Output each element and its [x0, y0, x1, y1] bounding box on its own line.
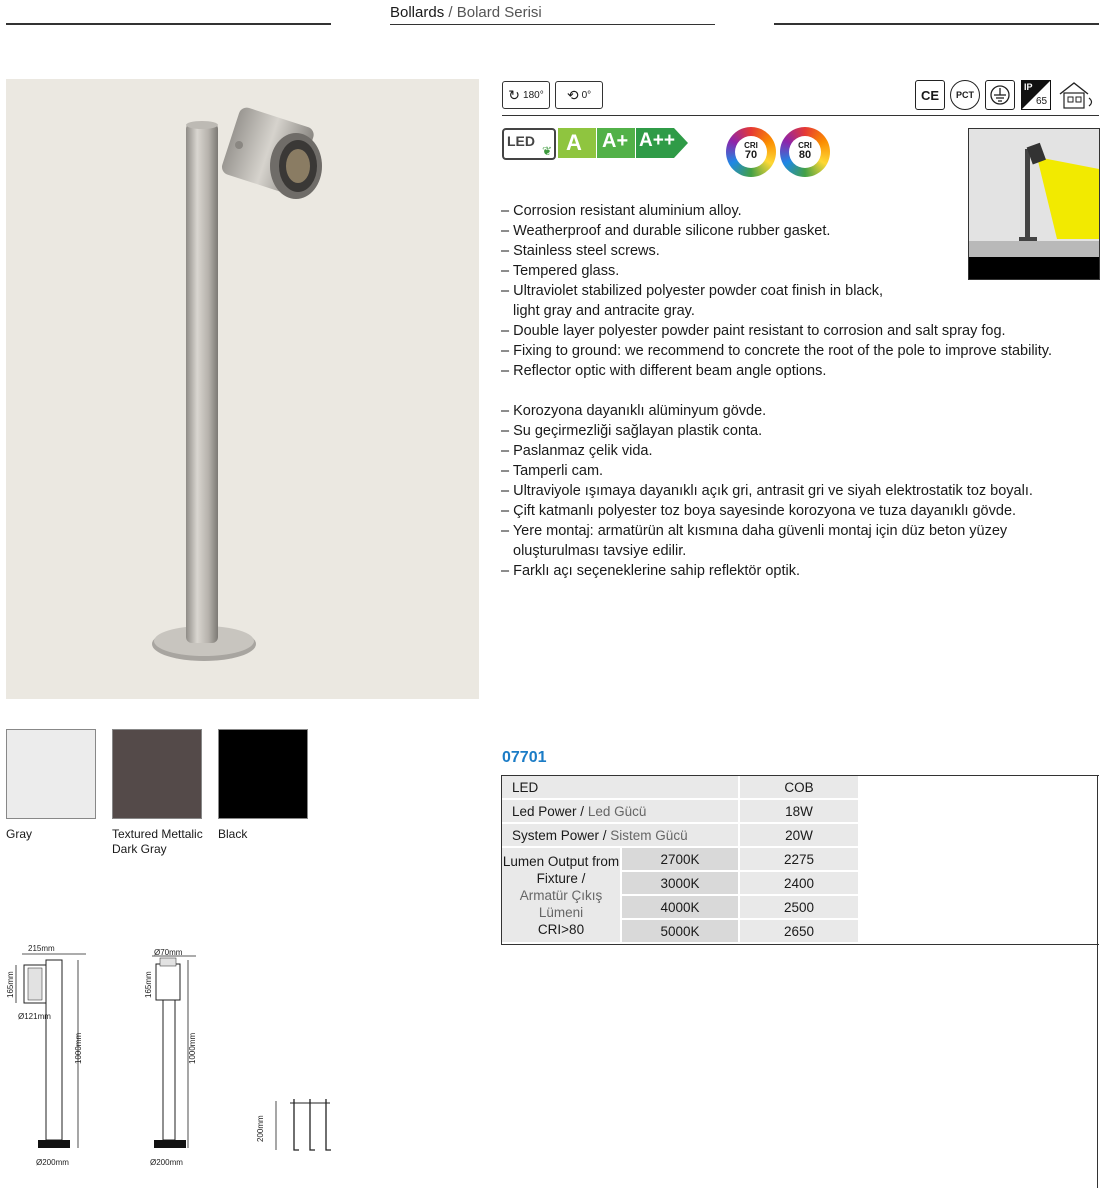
rotate-icon: ↻	[508, 86, 521, 103]
spec-lumen: 2500	[739, 895, 859, 919]
spec-frame-right	[1097, 775, 1098, 1188]
color-label-gray: Gray	[6, 827, 33, 841]
title-tr: Bolard Serisi	[456, 4, 542, 21]
tilt-0-indicator: ⟲ 0°	[555, 81, 603, 109]
energy-badge-a: A	[558, 128, 596, 158]
header-rule-right	[774, 23, 1099, 25]
dim-anchor-height: 200mm	[256, 1115, 265, 1142]
dim-a-width: 215mm	[28, 944, 55, 953]
feature-line: – Tamperli cam.	[501, 463, 604, 479]
dim-a-head-height: 165mm	[6, 971, 15, 998]
feature-line: – Su geçirmezliği sağlayan plastik conta.	[501, 423, 763, 439]
spec-cct: 2700K	[621, 847, 739, 871]
feature-line: – Ultraviyole ışımaya dayanıklı açık gri, antrasit gri ve siyah elektrostatik toz boyalı.	[501, 483, 1033, 499]
header-rule-mid	[390, 24, 715, 25]
feature-line: – Corrosion resistant aluminium alloy.	[501, 203, 742, 219]
color-label-dark-gray: Textured Mettalic Dark Gray	[112, 827, 203, 856]
tilt-icon: ⟲	[566, 86, 579, 103]
dim-a-height: 1000mm	[74, 1032, 83, 1064]
rotation-180-indicator: ↻ 180°	[502, 81, 550, 109]
feature-line: light gray and antracite gray.	[513, 303, 695, 319]
spec-lumen: 2650	[739, 919, 859, 943]
feature-line: – Fixing to ground: we recommend to concrete the root of the pole to improve stability.	[501, 343, 1053, 359]
led-badge: LED ❦	[502, 128, 556, 160]
spec-power-label: Led Power / Led Gücü	[502, 799, 739, 823]
feature-line: – Reflector optic with different beam angle options.	[501, 363, 827, 379]
drawing-side	[0, 940, 110, 1170]
color-swatch-gray	[6, 729, 96, 819]
dim-b-base: Ø200mm	[150, 1158, 183, 1167]
feature-line: – Paslanmaz çelik vida.	[501, 443, 653, 459]
spec-lumen: 2400	[739, 871, 859, 895]
spec-led-label: LED	[502, 776, 739, 799]
features-tr	[501, 401, 1101, 581]
feature-line: – Tempered glass.	[501, 263, 620, 279]
spec-lumen: 2275	[739, 847, 859, 871]
spec-system-value: 20W	[739, 823, 859, 847]
dim-b-height: 1000mm	[188, 1032, 197, 1064]
leaf-icon: ❦	[541, 144, 552, 158]
table-row	[502, 823, 859, 847]
icons-rule	[502, 115, 1099, 116]
color-label-black: Black	[218, 827, 248, 841]
energy-badge-a-plus: A+	[597, 128, 635, 158]
cri-70-badge: CRI 70	[726, 127, 776, 177]
header-rule-left	[6, 23, 331, 25]
product-photo	[6, 79, 479, 699]
outdoor-icon	[1058, 80, 1098, 115]
spec-cct: 3000K	[621, 871, 739, 895]
ground-icon	[985, 80, 1015, 110]
feature-line: – Yere montaj: armatürün alt kısmına daha güvenli montaj için düz beton yüzey	[501, 523, 1008, 539]
feature-line: – Çift katmanlı polyester toz boya sayesinde korozyona ve tuza dayanıklı gövde.	[501, 503, 1017, 519]
spec-power-value: 18W	[739, 799, 859, 823]
ce-mark-icon: CE	[915, 80, 945, 110]
energy-badge-a-plus-plus: A++	[636, 128, 688, 158]
ip65-icon: IP 65	[1021, 80, 1051, 110]
drawing-anchor	[270, 1095, 350, 1160]
dim-b-head-height: 165mm	[144, 971, 153, 998]
table-row	[502, 776, 859, 799]
table-row	[502, 799, 859, 823]
dim-b-width: Ø70mm	[154, 948, 183, 957]
color-swatch-dark-gray	[112, 729, 202, 819]
title-en: Bollards	[390, 4, 445, 21]
table-row	[502, 847, 859, 871]
spec-system-label: System Power / Sistem Gücü	[502, 823, 739, 847]
pct-mark-icon: PCT	[950, 80, 980, 110]
dim-a-base: Ø200mm	[36, 1158, 69, 1167]
features-en	[501, 201, 1101, 381]
feature-line: – Korozyona dayanıklı alüminyum gövde.	[501, 403, 767, 419]
spec-led-value: COB	[739, 776, 859, 799]
feature-line: – Stainless steel screws.	[501, 243, 660, 259]
cri-80-badge: CRI 80	[780, 127, 830, 177]
feature-line: – Weatherproof and durable silicone rubber gasket.	[501, 223, 831, 239]
feature-line: – Ultraviolet stabilized polyester powder coat finish in black,	[501, 283, 884, 299]
dim-a-head-diameter: Ø121mm	[18, 1012, 51, 1021]
feature-line: – Farklı açı seçeneklerine sahip reflektör optik.	[501, 563, 800, 579]
spec-lumen-label: Lumen Output from Fixture / Armatür Çıkış Lümeni CRI>80	[502, 847, 621, 943]
spec-cct: 5000K	[621, 919, 739, 943]
feature-line: – Double layer polyester powder paint resistant to corrosion and salt spray fog.	[501, 323, 1006, 339]
spec-cct: 4000K	[621, 895, 739, 919]
page-title: Bollards / Bolard Serisi	[390, 4, 542, 21]
feature-line: oluşturulması tavsiye edilir.	[513, 543, 687, 559]
spec-table	[502, 776, 860, 944]
color-swatch-black	[218, 729, 308, 819]
product-code: 07701	[502, 749, 547, 766]
